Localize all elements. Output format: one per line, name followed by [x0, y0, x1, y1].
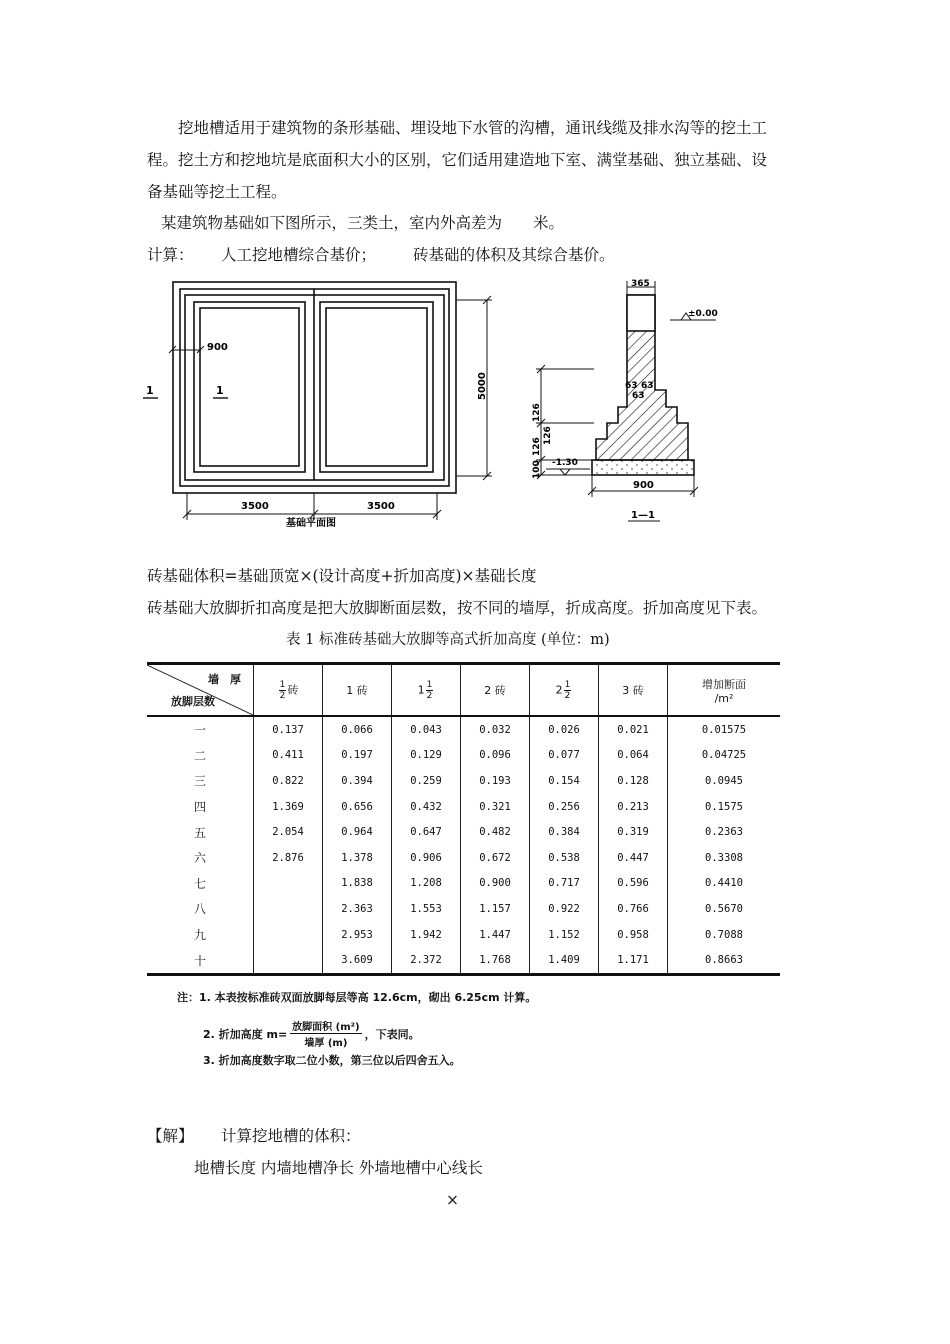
value-cell: 0.384 — [530, 819, 599, 845]
value-cell: 3.609 — [323, 947, 392, 974]
value-cell: 0.321 — [461, 794, 530, 820]
section-dim-900: 900 — [633, 480, 654, 491]
table-header-row — [147, 664, 780, 717]
plan-section-mark-right: 1 — [216, 384, 224, 397]
table-row — [147, 947, 780, 974]
layer-cell: 七 — [193, 876, 206, 891]
value-cell: 1.768 — [461, 947, 530, 974]
value-cell: 0.822 — [254, 768, 323, 794]
layer-cell: 一 — [193, 723, 206, 738]
value-cell: 0.128 — [599, 768, 668, 794]
table-corner-cell — [147, 664, 254, 717]
value-cell: 1.409 — [530, 947, 599, 974]
value-cell: 1.171 — [599, 947, 668, 974]
calc-label: 计算： — [147, 246, 194, 264]
section-step-63a: 63 — [625, 381, 638, 391]
value-cell: 0.319 — [599, 819, 668, 845]
value-cell — [254, 922, 323, 948]
value-cell — [254, 871, 323, 897]
section-title: 1—1 — [631, 510, 655, 521]
value-cell: 0.193 — [461, 768, 530, 794]
value-cell: 0.596 — [599, 871, 668, 897]
value-cell: 0.0945 — [668, 768, 781, 794]
value-cell: 1.447 — [461, 922, 530, 948]
foundation-plan-drawing — [140, 280, 520, 532]
value-cell: 1.942 — [392, 922, 461, 948]
value-cell: 0.447 — [599, 845, 668, 871]
table-row — [147, 819, 780, 845]
layer-cell: 十 — [147, 947, 254, 974]
value-cell: 0.154 — [530, 768, 599, 794]
value-cell: 0.256 — [530, 794, 599, 820]
section-h-126c: 126 — [532, 437, 542, 456]
value-cell: 0.394 — [323, 768, 392, 794]
intro-line-3: 备基础等挖土工程。 — [147, 183, 287, 201]
value-cell: 0.04725 — [668, 743, 781, 769]
value-cell: 0.096 — [461, 743, 530, 769]
section-step-63b: 63 — [641, 381, 654, 391]
corner-layer-count: 放脚层数 — [171, 695, 215, 708]
plan-dim-900: 900 — [207, 342, 228, 353]
value-cell: 1.553 — [392, 896, 461, 922]
col-one-brick: 1 砖 — [323, 664, 392, 717]
solution-times-sign: × — [446, 1191, 459, 1209]
value-cell: 0.411 — [254, 743, 323, 769]
value-cell: 0.482 — [461, 819, 530, 845]
section-1-1-drawing — [510, 275, 740, 525]
section-h-100: 100 — [532, 460, 542, 479]
volume-formula: 砖基础体积=基础顶宽×(设计高度+折加高度)×基础长度 — [147, 567, 537, 585]
layer-cell: 五 — [193, 825, 206, 840]
section-level-top: ±0.00 — [688, 309, 718, 319]
col-half-brick: $\frac{1}{2}$ 砖 — [254, 664, 323, 717]
value-cell: 0.7088 — [668, 922, 781, 948]
value-cell: 0.922 — [530, 896, 599, 922]
value-cell: 0.213 — [599, 794, 668, 820]
value-cell: 1.378 — [323, 845, 392, 871]
value-cell: 0.077 — [530, 743, 599, 769]
table-caption: 表 1 标准砖基础大放脚等高式折加高度 (单位：m) — [286, 632, 610, 648]
value-cell — [254, 896, 323, 922]
value-cell: 0.137 — [254, 716, 323, 743]
layer-cell: 三 — [193, 774, 206, 789]
value-cell: 1.152 — [530, 922, 599, 948]
table-row — [147, 871, 780, 897]
value-cell: 0.3308 — [668, 845, 781, 871]
value-cell: 2.054 — [254, 819, 323, 845]
value-cell: 0.8663 — [668, 947, 781, 974]
layer-cell: 四 — [193, 800, 206, 815]
value-cell: 0.4410 — [668, 871, 781, 897]
col-two-half-brick: 2 $\frac{1}{2}$ — [530, 664, 599, 717]
value-cell: 0.656 — [323, 794, 392, 820]
corner-wall-thickness: 墙 厚 — [208, 673, 241, 686]
value-cell: 0.900 — [461, 871, 530, 897]
intro-line-4: 某建筑物基础如下图所示，三类土，室内外高差为 米。 — [161, 214, 565, 232]
value-cell — [254, 947, 323, 974]
note-2-numerator: 放脚面积 (m²) — [290, 1018, 361, 1034]
note-1: 注：1. 本表按标准砖双面放脚每层等高 12.6cm，砌出 6.25cm 计算。 — [177, 991, 537, 1004]
value-cell: 0.064 — [599, 743, 668, 769]
formula-explanation: 砖基础大放脚折扣高度是把大放脚断面层数，按不同的墙厚，折成高度。折加高度见下表。 — [147, 599, 768, 617]
table-row — [147, 896, 780, 922]
value-cell: 1.157 — [461, 896, 530, 922]
value-cell: 0.043 — [392, 716, 461, 743]
layer-cell: 八 — [193, 902, 206, 917]
value-cell: 0.538 — [530, 845, 599, 871]
layer-cell: 九 — [193, 928, 206, 943]
solution-label: 【解】 — [147, 1127, 194, 1145]
value-cell: 0.672 — [461, 845, 530, 871]
section-level-bottom: -1.30 — [552, 458, 578, 468]
value-cell: 2.876 — [254, 845, 323, 871]
table-row — [147, 768, 780, 794]
table-row — [147, 794, 780, 820]
value-cell: 0.01575 — [668, 716, 781, 743]
value-cell: 0.129 — [392, 743, 461, 769]
section-step-63c: 63 — [632, 391, 645, 401]
value-cell: 2.363 — [323, 896, 392, 922]
value-cell: 2.372 — [392, 947, 461, 974]
table-row — [147, 922, 780, 948]
solution-lengths: 地槽长度 内墙地槽净长 外墙地槽中心线长 — [194, 1159, 483, 1177]
plan-dim-5000: 5000 — [477, 372, 488, 400]
intro-line-2: 程。挖土方和挖地坑是底面积大小的区别，它们适用建造地下室、满堂基础、独立基础、设 — [147, 151, 768, 169]
plan-section-mark-left: 1 — [146, 384, 154, 397]
plan-title: 基础平面图 — [286, 518, 336, 529]
section-h-126b: 126 — [543, 426, 553, 445]
table-row — [147, 743, 780, 769]
note-3: 3. 折加高度数字取二位小数，第三位以后四舍五入。 — [203, 1054, 461, 1067]
value-cell: 0.032 — [461, 716, 530, 743]
table-row — [147, 845, 780, 871]
value-cell: 0.432 — [392, 794, 461, 820]
section-h-126a: 126 — [532, 403, 542, 422]
plan-dim-3500-left: 3500 — [241, 501, 269, 512]
value-cell: 0.958 — [599, 922, 668, 948]
intro-line-1: 挖地槽适用于建筑物的条形基础、埋设地下水管的沟槽，通讯线缆及排水沟等的挖土工 — [178, 119, 768, 137]
note-2-denominator: 墙厚 (m) — [304, 1038, 348, 1049]
value-cell: 0.766 — [599, 896, 668, 922]
col-three-brick: 3 砖 — [599, 664, 668, 717]
value-cell: 0.964 — [323, 819, 392, 845]
value-cell: 0.647 — [392, 819, 461, 845]
value-cell: 0.717 — [530, 871, 599, 897]
calc-item-1: 人工挖地槽综合基价； — [221, 246, 377, 264]
layer-cell: 二 — [193, 748, 206, 763]
solution-step-1: 计算挖地槽的体积： — [221, 1127, 361, 1145]
value-cell: 0.5670 — [668, 896, 781, 922]
value-cell: 0.066 — [323, 716, 392, 743]
section-dim-365: 365 — [631, 279, 650, 289]
calc-item-2: 砖基础的体积及其综合基价。 — [413, 246, 615, 264]
value-cell: 0.021 — [599, 716, 668, 743]
value-cell: 1.208 — [392, 871, 461, 897]
value-cell: 2.953 — [323, 922, 392, 948]
col-one-half-brick: 1 $\frac{1}{2}$ — [392, 664, 461, 717]
value-cell: 0.197 — [323, 743, 392, 769]
value-cell: 0.026 — [530, 716, 599, 743]
value-cell: 1.838 — [323, 871, 392, 897]
plan-dim-3500-right: 3500 — [367, 501, 395, 512]
col-added-area: 增加断面 /m² — [668, 664, 781, 717]
value-cell: 0.2363 — [668, 819, 781, 845]
value-cell: 0.259 — [392, 768, 461, 794]
value-cell: 0.906 — [392, 845, 461, 871]
fold-height-table — [147, 662, 780, 976]
note-2: 2. 折加高度 m= 放脚面积 (m²) 墙厚 (m) ，下表同。 — [203, 1018, 420, 1049]
value-cell: 0.1575 — [668, 794, 781, 820]
layer-cell: 六 — [193, 851, 206, 866]
table-row — [147, 716, 780, 743]
col-two-brick: 2 砖 — [461, 664, 530, 717]
value-cell: 1.369 — [254, 794, 323, 820]
